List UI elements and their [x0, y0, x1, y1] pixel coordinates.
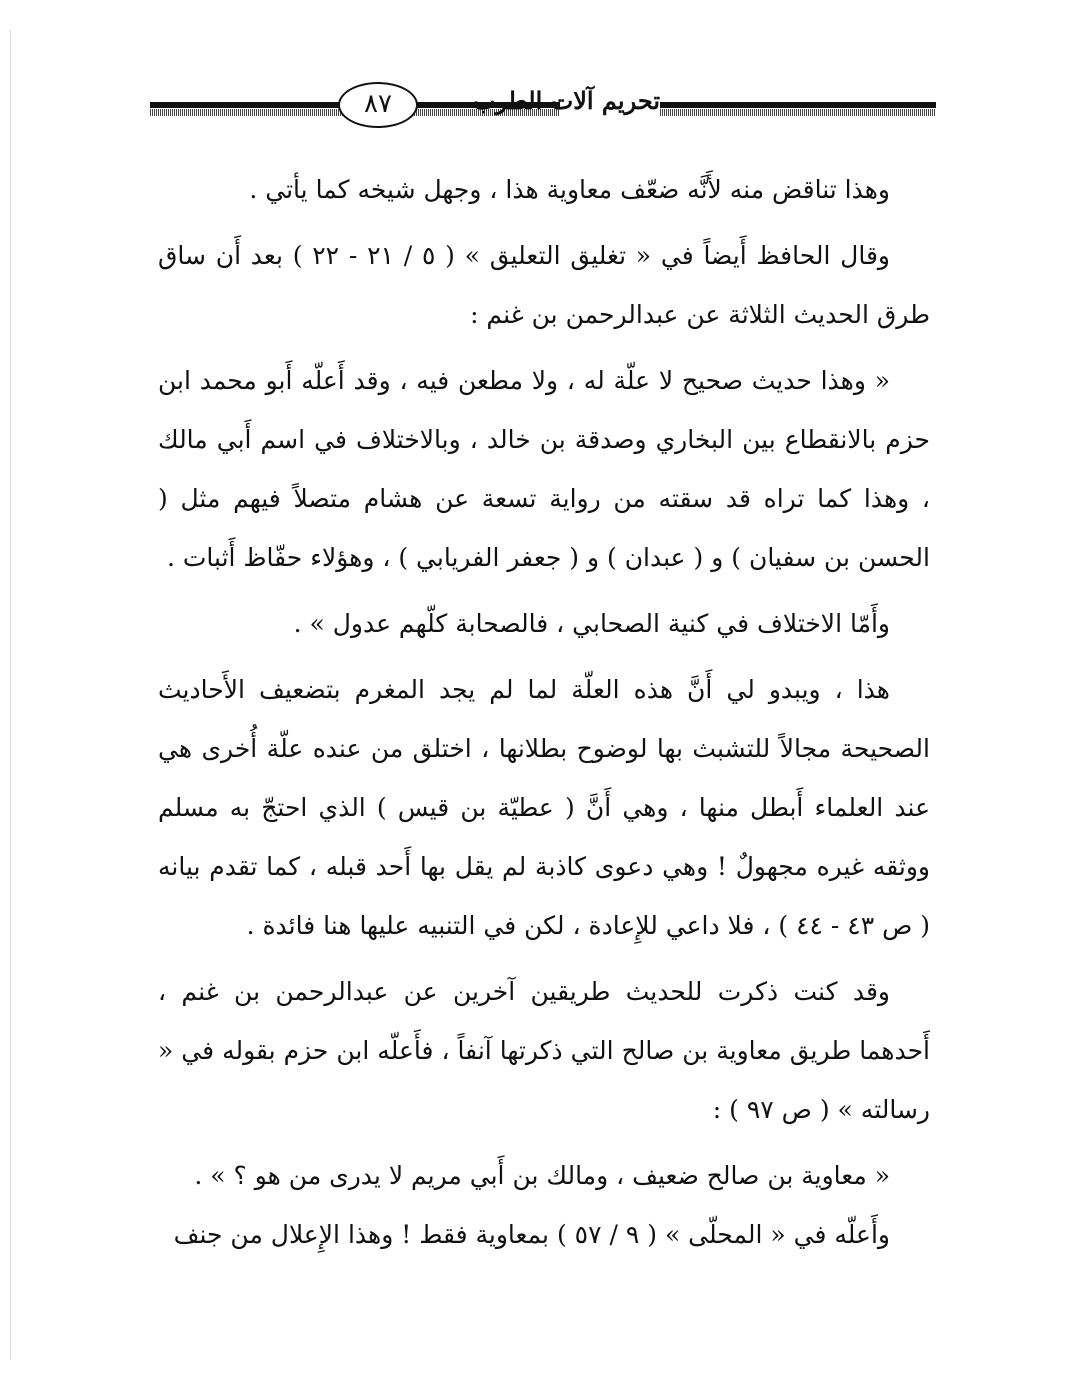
quote-paragraph-2: وأَمّا الاختلاف في كنية الصحابي ، فالصحابة كلّهم عدول » .	[293, 609, 890, 638]
running-title: تحريم آلات الطرب	[472, 86, 660, 115]
paragraph-5: وأَعلّه في « المحلّى » ( ٩ / ٥٧ ) بمعاوية فقط ! وهذا الإِعلال من جنف	[173, 1220, 890, 1249]
header-rule-right	[660, 102, 936, 116]
paragraph-1: وهذا تناقض منه لأَنَّه ضعّف معاوية هذا ، وجهل شيخه كما يأتي .	[249, 175, 890, 204]
quote-paragraph-1: « وهذا حديث صحيح لا علّة له ، ولا مطعن فيه ، وقد أَعلّه أَبو محمد ابن حزم بالانقطاع بين البخاري وصدقة بن خالد ، وبالاختلاف في اسم أَبي مالك ، وهذا كما تراه قد سقته من رواية تسعة عن هشام متصلاً فيهم مثل ( الحسن بن سفيان ) و ( عبدان ) و ( جعفر الفريابي ) ، وهؤلاء حفّاظ أَثبات .	[158, 366, 930, 572]
paragraph-2: وقال الحافظ أَيضاً في « تغليق التعليق » ( ٥ / ٢١ - ٢٢ ) بعد أَن ساق طرق الحديث الثلاثة عن عبدالرحمن بن غنم :	[158, 241, 930, 329]
page-header	[150, 82, 936, 130]
header-rule-left	[150, 102, 350, 116]
page-number: ٨٧	[338, 82, 418, 128]
paragraph-3: هذا ، ويبدو لي أَنَّ هذه العلّة لما لم يجد المغرم بتضعيف الأَحاديث الصحيحة مجالاً للتشبث بها لوضوح بطلانها ، اختلق من عنده علّة أُخرى هي عند العلماء أَبطل منها ، وهي أَنَّ ( عطيّة بن قيس ) الذي احتجّ به مسلم ووثقه غيره مجهولٌ ! وهي دعوى كاذبة لم يقل بها أَحد قبله ، كما تقدم بيانه ( ص ٤٣ - ٤٤ ) ، فلا داعي للإِعادة ، لكن في التنبيه عليها هنا فائدة .	[158, 675, 930, 940]
page-body	[158, 160, 930, 1264]
quote-paragraph-3: « معاوية بن صالح ضعيف ، ومالك بن أَبي مريم لا يدرى من هو ؟ » .	[194, 1161, 890, 1190]
page-margin-line	[10, 30, 11, 1360]
paragraph-4: وقد كنت ذكرت للحديث طريقين آخرين عن عبدالرحمن بن غنم ، أَحدهما طريق معاوية بن صالح التي ذكرتها آنفاً ، فأَعلّه ابن حزم بقوله في « رسالته » ( ص ٩٧ ) :	[158, 977, 930, 1124]
